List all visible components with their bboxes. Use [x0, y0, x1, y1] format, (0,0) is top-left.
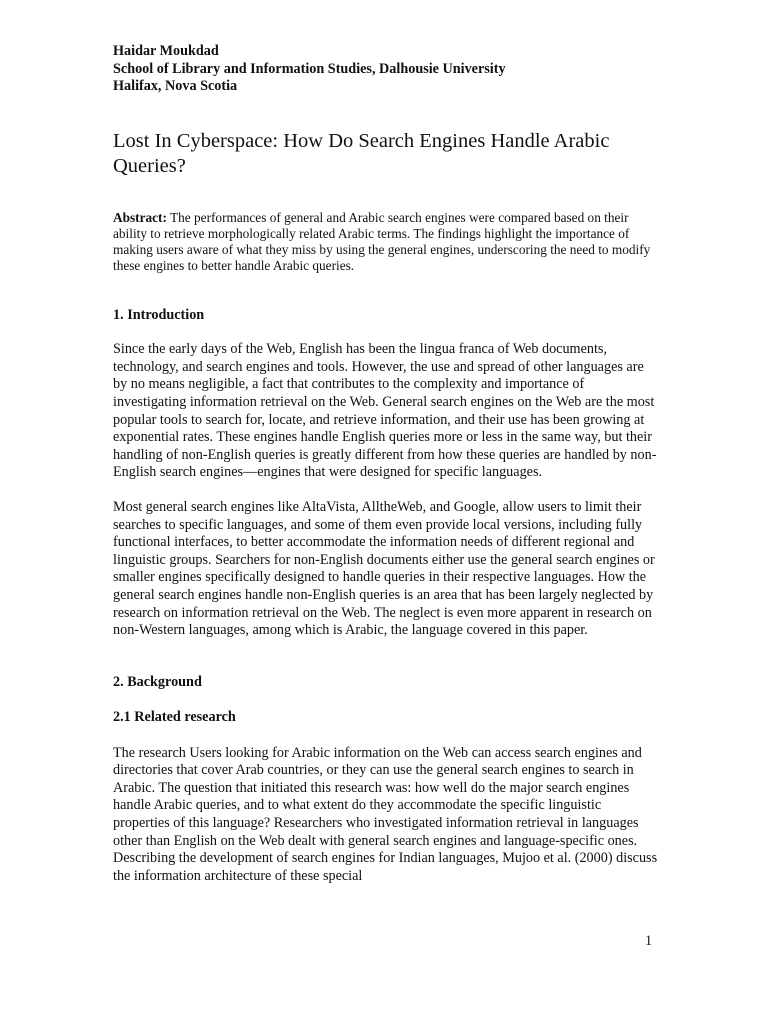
page-number: 1 — [645, 933, 653, 949]
section-heading-introduction: 1. Introduction — [113, 306, 205, 323]
abstract-label: Abstract: — [113, 209, 167, 225]
author-affiliation: School of Library and Information Studies, Dalhousie University — [113, 60, 506, 77]
author-name: Haidar Moukdad — [113, 43, 219, 59]
subsection-heading-related-research: 2.1 Related research — [113, 709, 236, 726]
abstract-text: The performances of general and Arabic search engines were compared based on their ability to retrieve morphologically related Arabic terms. The findings highlight the importance of making users aware of what they miss by using the general engines, underscoring the need to modify these engines to better handle Arabic queries. — [113, 209, 651, 274]
page-content — [113, 43, 658, 885]
paper-title: Lost In Cyberspace: How Do Search Engines Handle Arabic Queries? — [113, 129, 610, 177]
intro-paragraph-1: Since the early days of the Web, English has been the lingua franca of Web documents, technology, and search engines and tools. However, the use and spread of other languages are by no means negligible, a fact that contributes to the complexity and importance of investigating information retrieval on the Web. General search engines on the Web are the most popular tools to search for, locate, and retrieve information, and their use has been growing at exponential rates. These engines handle English queries more or less in the same way, but their handling of non-English queries is greatly different from how these queries are handled by non-English search engines—engines that were designed for specific languages. — [113, 341, 657, 481]
intro-paragraph-2: Most general search engines like AltaVista, AlltheWeb, and Google, allow users to limit their searches to specific languages, and some of them even provide local versions, including fully functional interfaces, to better accommodate the information needs of different regional and linguistic groups. Searchers for non-English documents either use the general search engines or smaller engines specifically designed to handle queries in their respective languages. How the general search engines handle non-English queries is an area that has been largely neglected by research on information retrieval on the Web. The neglect is even more apparent in research on non-Western languages, among which is Arabic, the language covered in this paper. — [113, 498, 655, 639]
abstract — [113, 210, 658, 275]
section-heading-background: 2. Background — [113, 673, 202, 690]
background-paragraph: The research Users looking for Arabic information on the Web can access search engines and directories that cover Arab countries, or they can use the general search engines to search in Arabic. The question that initiated this research was: how well do the major search engines handle Arabic queries, and to what extent do they accommodate the specific linguistic properties of this language? Researchers who investigated information retrieval in languages other than English on the Web dealt with general search engines and language-specific ones. Describing the development of search engines for Indian languages, Mujoo et al. (2000) discuss the information architecture of these special — [113, 744, 658, 884]
author-location: Halifax, Nova Scotia — [113, 78, 238, 94]
